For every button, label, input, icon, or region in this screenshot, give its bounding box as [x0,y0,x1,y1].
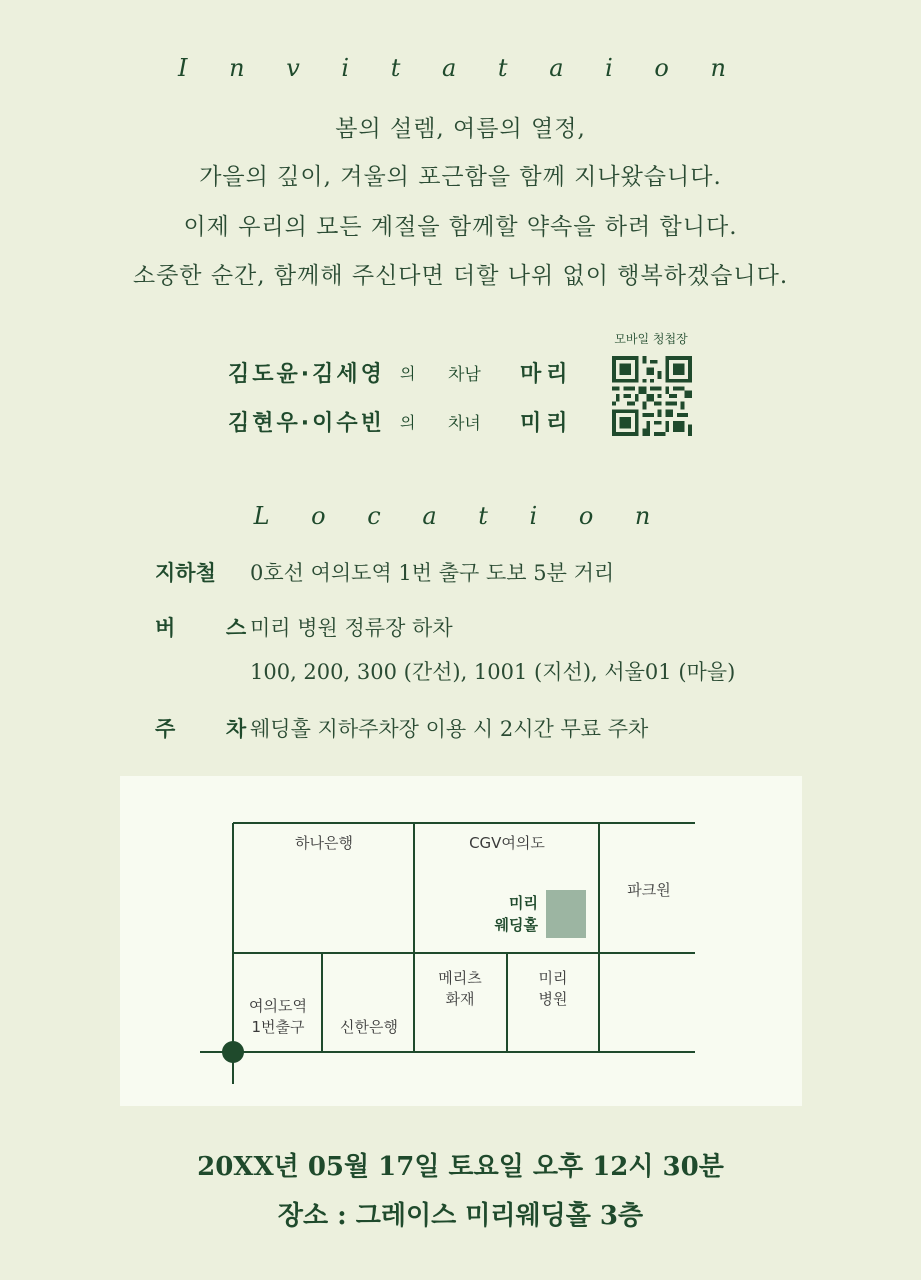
groom-name: 마리 [520,361,573,387]
map-hana-bank: 하나은행 [295,834,353,852]
intro-line-3: 이제 우리의 모든 계절을 함께할 약속을 하려 합니다. [183,214,738,240]
groom-relation: 차남 [448,364,481,385]
bus-routes: 100, 200, 300 (간선), 1001 (지선), 서울01 (마을) [250,660,736,684]
bride-family-row [228,403,573,439]
intro-line-2: 가을의 깊이, 겨울의 포근함을 함께 지나왔습니다. [199,164,722,190]
bride-suffix: 의 [400,412,416,432]
subway-label: 지하철 [155,561,216,585]
intro-line-1: 봄의 설렘, 여름의 열정, [335,116,586,142]
parking-text: 웨딩홀 지하주차장 이용 시 2시간 무료 주차 [250,717,649,741]
map-hospital-line2: 병원 [538,990,568,1008]
map-cgv: CGV여의도 [469,834,545,852]
bus-label: 버 스 [155,616,259,640]
map-station-line2: 1번출구 [251,1018,305,1036]
bus-text: 미리 병원 정류장 하차 [250,616,453,640]
bride-name: 미리 [520,410,573,436]
subway-text: 0호선 여의도역 1번 출구 도보 5분 거리 [250,561,615,585]
map-venue-line1: 미리 [509,894,538,912]
bride-parents: 김현우·이수빈 [228,410,385,436]
map-roads [120,776,802,1106]
station-marker-icon [222,1041,244,1063]
location-title: L o c a t i o n [253,502,668,530]
wedding-datetime: 20XX년 05월 17일 토요일 오후 12시 30분 [197,1152,724,1182]
map-station-line1: 여의도역 [249,997,307,1015]
map-park-one: 파크원 [627,881,671,899]
groom-suffix: 의 [400,363,416,383]
location-map[interactable] [120,776,802,1106]
groom-family-row [228,354,573,390]
bride-relation: 차녀 [448,413,481,434]
map-meritz-line1: 메리츠 [438,969,482,987]
map-venue-line2: 웨딩홀 [494,916,538,934]
intro-line-4: 소중한 순간, 함께해 주신다면 더할 나위 없이 행복하겠습니다. [132,263,789,289]
map-hospital-line1: 미리 [538,969,568,987]
invitation-title: I n v i t a t a i o n [178,54,743,82]
map-shinhan-bank: 신한은행 [340,1018,398,1036]
wedding-venue: 장소 : 그레이스 미리웨딩홀 3층 [277,1201,644,1231]
qr-caption: 모바일 청첩장 [614,332,688,346]
groom-parents: 김도윤·김세영 [228,361,385,387]
qr-code-icon[interactable] [612,356,692,436]
parking-label: 주 차 [155,717,259,741]
venue-block [546,890,586,938]
map-meritz-line2: 화재 [445,990,475,1008]
